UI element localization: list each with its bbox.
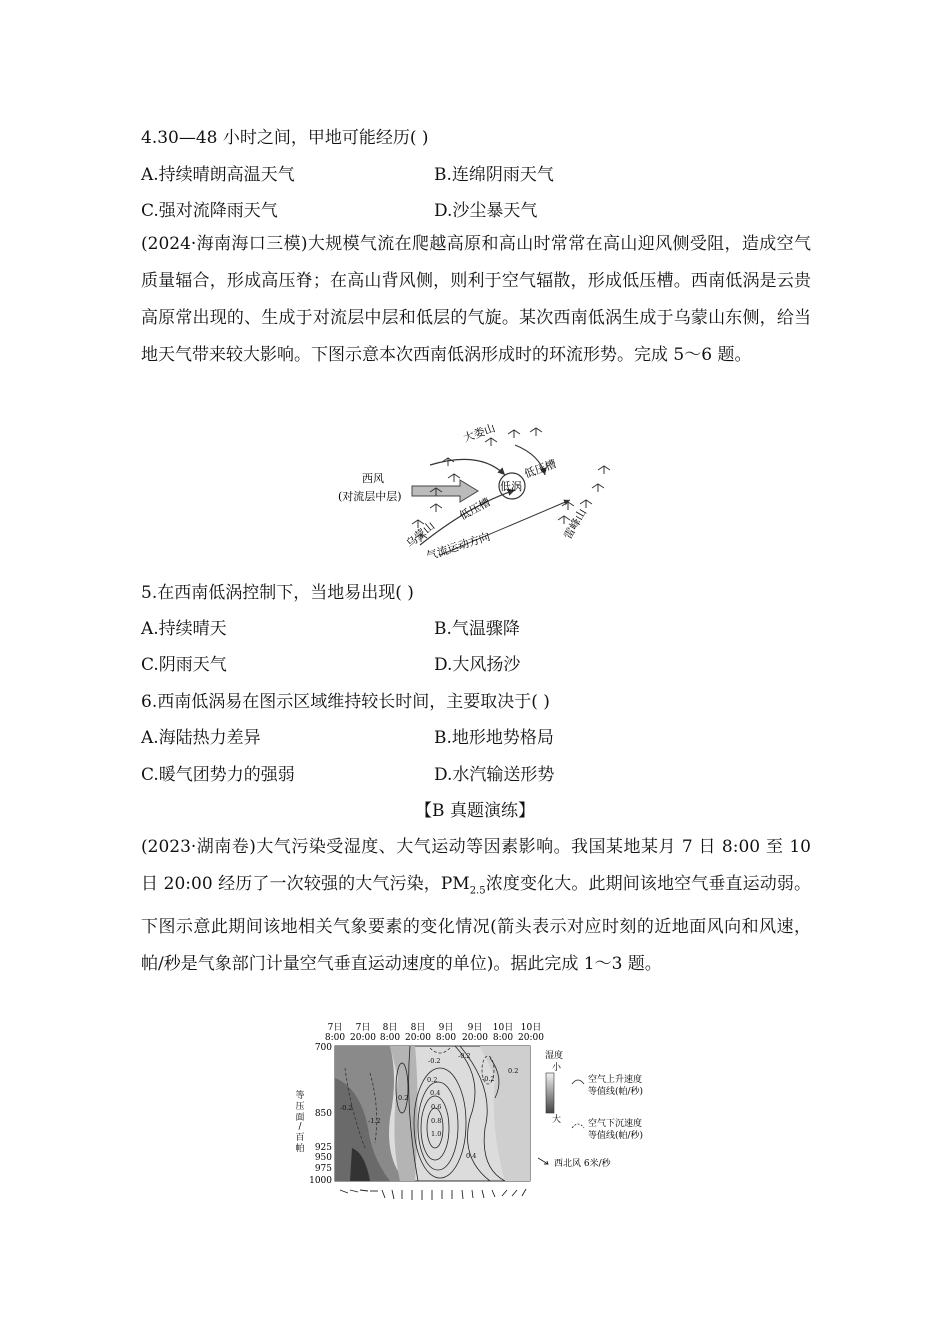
contour-label: 0.8 [431, 1117, 442, 1125]
contour-label: 0.6 [431, 1103, 442, 1111]
wind-legend-arrow [538, 1158, 548, 1164]
contour-label: 0.2 [508, 1067, 519, 1075]
time-label: 8日 [410, 1023, 426, 1033]
q5-option-a: A.持续晴天 [141, 619, 227, 639]
down-legend-line2: 等值线(帕/秒) [588, 1131, 644, 1141]
pressure-tick: 700 [314, 1043, 332, 1053]
humidity-legend-high: 大 [552, 1115, 562, 1125]
pressure-tick: 1000 [309, 1176, 332, 1186]
passage-2-pre: (2023·湖南卷)大气污染受湿度、大气运动等因素影响。我国某地某月 7 日 8:00 至 10 日 20:00 经历了一次较强的大气污染，PM [141, 837, 811, 894]
west-wind-sublabel: (对流层中层) [338, 490, 402, 503]
pressure-tick: 850 [314, 1109, 332, 1119]
pm-subscript: 2.5 [469, 885, 486, 897]
up-legend-line1: 空气上升速度 [588, 1075, 643, 1085]
contour-label: -0.2 [428, 1057, 441, 1065]
wumengshan-label: 乌蒙山 [403, 519, 438, 551]
contour-label: 1.0 [431, 1130, 442, 1138]
q6-option-d: D.水汽输送形势 [434, 765, 555, 785]
west-wind-arrow [412, 480, 478, 502]
q4-option-a: A.持续晴朗高温天气 [141, 165, 295, 185]
figure-meteorology-chart [290, 1018, 670, 1208]
time-label: 10日 [520, 1023, 542, 1033]
q6-option-b: B.地形地势格局 [434, 728, 554, 748]
contour-label: -0.2 [340, 1104, 353, 1112]
trough-right-label: 低压槽 [522, 457, 559, 481]
time-labels [325, 1022, 544, 1043]
flow-curve-upper [430, 459, 505, 475]
y-axis-char: 百 [295, 1133, 305, 1143]
time-label: 8:00 [324, 1033, 346, 1043]
contour-label: -0.2 [482, 1075, 495, 1083]
figure-circulation-diagram [330, 420, 630, 570]
up-contour-symbol [572, 1080, 584, 1084]
time-label: 8:00 [435, 1033, 457, 1043]
passage-2 [141, 829, 811, 983]
q4-stem: 4.30—48 小时之间，甲地可能经历( ) [141, 128, 429, 148]
time-label: 7日 [327, 1023, 343, 1033]
leifengshan-label: 雷峰山 [561, 506, 590, 542]
q4-option-c: C.强对流降雨天气 [141, 201, 278, 221]
trough-left-label: 低压槽 [457, 495, 493, 523]
time-label: 10日 [492, 1023, 514, 1033]
time-label: 20:00 [405, 1033, 431, 1043]
contour-label: 0.2 [398, 1094, 409, 1102]
section-b-heading: 【B 真题演练】 [415, 801, 535, 821]
passage-2-post: 浓度变化大。此期间该地空气垂直运动弱。下图示意此期间该地相关气象要素的变化情况(箭头表示对应时刻的近地面风向和风速，帕/秒是气象部门计量空气垂直运动速度的单位)。据此完成 1～3 题。 [141, 874, 812, 975]
contour-label: -0.2 [458, 1052, 471, 1060]
time-label: 8:00 [492, 1033, 514, 1043]
down-contour-symbol [572, 1124, 584, 1128]
humidity-legend-title: 湿度 [545, 1051, 564, 1061]
q5-stem: 5.在西南低涡控制下，当地易出现( ) [141, 583, 414, 603]
q5-option-b: B.气温骤降 [434, 619, 520, 639]
q5-option-d: D.大风扬沙 [434, 655, 521, 675]
pressure-tick: 950 [314, 1153, 332, 1163]
q4-option-b: B.连绵阴雨天气 [434, 165, 554, 185]
down-legend-line1: 空气下沉速度 [588, 1119, 643, 1129]
flow-direction-label: 气流运动方向 [424, 530, 492, 563]
y-axis-char: 帕 [295, 1144, 305, 1154]
y-axis-char: / [298, 1122, 302, 1132]
time-label: 9日 [438, 1023, 454, 1033]
pressure-tick: 975 [314, 1164, 332, 1174]
time-label: 7日 [355, 1023, 371, 1033]
humidity-legend-bar [546, 1073, 554, 1113]
q6-option-c: C.暖气团势力的强弱 [141, 765, 295, 785]
low-vortex-label: 低涡 [500, 480, 522, 493]
pressure-ticks [309, 1043, 332, 1186]
q6-option-a: A.海陆热力差异 [141, 728, 261, 748]
contour-label: 0.4 [430, 1089, 441, 1097]
wind-arrows [340, 1189, 526, 1200]
wind-legend-label: 西北风 6米/秒 [554, 1159, 611, 1169]
pressure-tick: 925 [314, 1143, 332, 1153]
q6-stem: 6.西南低涡易在图示区域维持较长时间，主要取决于( ) [141, 692, 550, 712]
y-axis-title [295, 1089, 304, 1154]
y-axis-char: 面 [295, 1113, 305, 1123]
passage-1: (2024·海南海口三模)大规模气流在爬越高原和高山时常常在高山迎风侧受阻，造成空气质量辐合，形成高压脊；在高山背风侧，则利于空气辐散，形成低压槽。西南低涡是云贵高原常出现的、生成于对流层中层和低层的气旋。某次西南低涡生成于乌蒙山东侧，给当地天气带来较大影响。下图示意本次西南低涡形成时的环流形势。完成 5～6 题。 [141, 234, 811, 365]
time-label: 8:00 [379, 1033, 401, 1043]
q4-option-d: D.沙尘暴天气 [434, 201, 538, 221]
humidity-legend-low: 小 [552, 1063, 562, 1073]
y-axis-char: 压 [295, 1102, 305, 1112]
daloushan-label: 大娄山 [461, 421, 498, 445]
contour-label: 0.2 [427, 1076, 438, 1084]
time-label: 20:00 [518, 1033, 544, 1043]
time-label: 20:00 [462, 1033, 488, 1043]
y-axis-char: 等 [295, 1091, 305, 1101]
time-label: 8日 [382, 1023, 398, 1033]
up-legend-line2: 等值线(帕/秒) [588, 1087, 644, 1097]
contour-label: 0.4 [466, 1152, 477, 1160]
q5-option-c: C.阴雨天气 [141, 655, 227, 675]
time-label: 9日 [467, 1023, 483, 1033]
west-wind-label: 西风 [362, 472, 384, 485]
contour-label: -1.2 [368, 1117, 381, 1125]
time-label: 20:00 [350, 1033, 376, 1043]
